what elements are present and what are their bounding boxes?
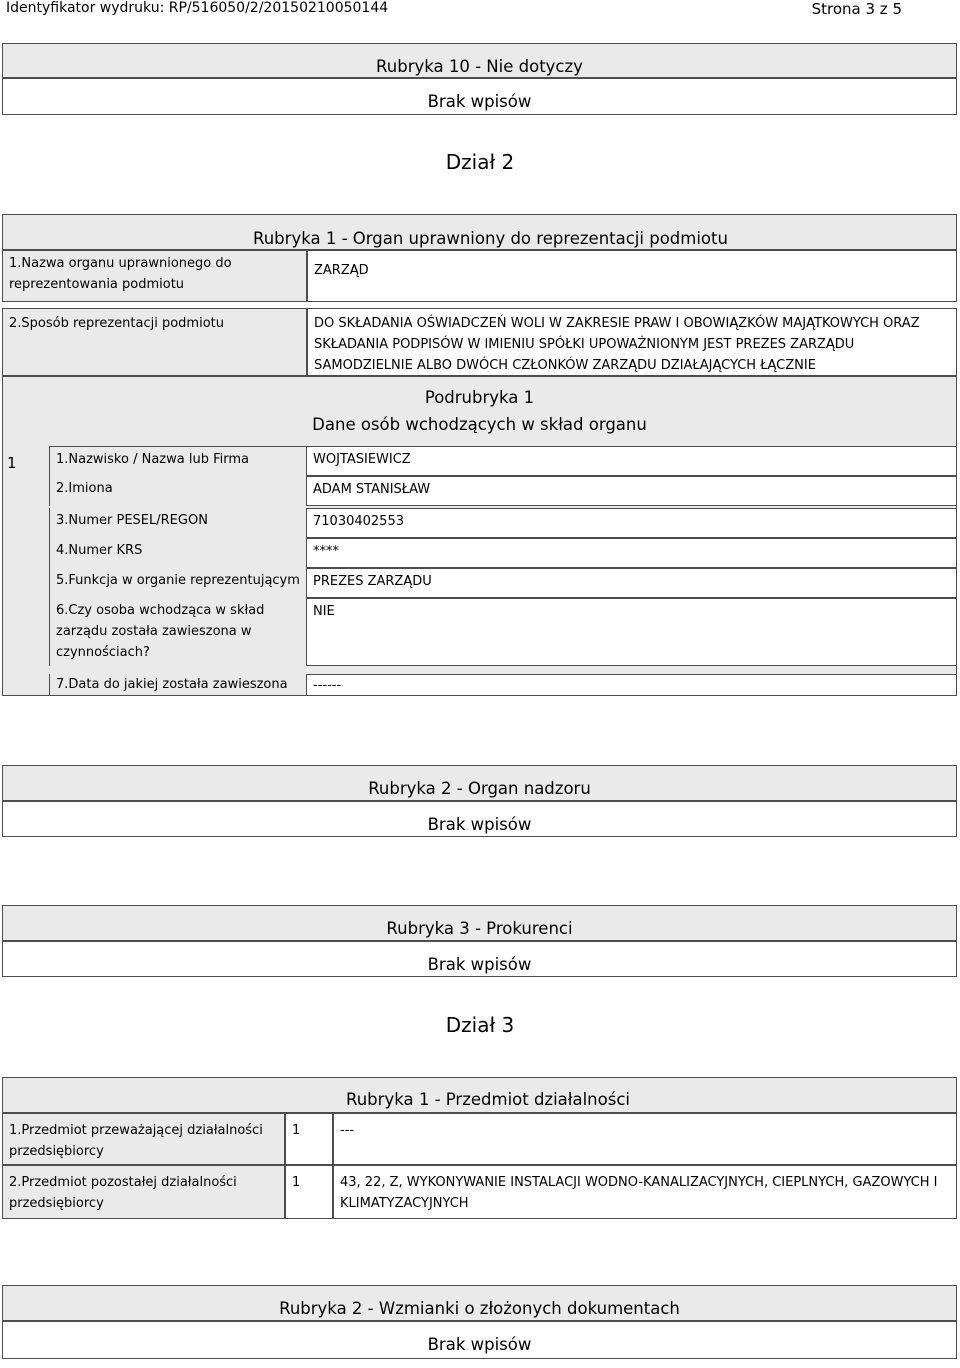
person-suspended-value: NIE (306, 598, 957, 666)
person-surname-value: WOJTASIEWICZ (306, 446, 957, 476)
main-activity-label: 1.Przedmiot przeważającej działalności przedsiębiorcy (2, 1113, 285, 1165)
organ-name-value: ZARZĄD (307, 250, 957, 302)
organ-name-label: 1.Nazwa organu uprawnionego do reprezentowania podmiotu (2, 250, 307, 302)
rubryka10-title: Rubryka 10 - Nie dotyczy (2, 43, 957, 78)
other-activity-value: 43, 22, Z, WYKONYWANIE INSTALACJI WODNO-KANALIZACYJNYCH, CIEPLNYCH, GAZOWYCH I KLIMATYZACYJNYCH (333, 1165, 957, 1219)
other-activity-number: 1 (285, 1165, 333, 1219)
podrubryka-title: Podrubryka 1 (424, 388, 535, 407)
main-activity-value: --- (333, 1113, 957, 1165)
main-activity-number: 1 (285, 1113, 333, 1165)
person-index: 1 (7, 454, 17, 472)
dzial2-rubryka3-empty: Brak wpisów (2, 941, 957, 977)
person-names-label: 2.Imiona (49, 476, 306, 506)
dzial3-rubryka1-title: Rubryka 1 - Przedmiot działalności (346, 1090, 630, 1109)
person-suspension-date-label: 7.Data do jakiej została zawieszona (49, 674, 306, 696)
print-identifier: Identyfikator wydruku: RP/516050/2/20150210050144 (6, 0, 389, 16)
person-surname-label: 1.Nazwisko / Nazwa lub Firma (49, 446, 306, 476)
dzial3-rubryka1-title-box (2, 1077, 957, 1113)
rubryka10-empty: Brak wpisów (2, 78, 957, 115)
podrubryka-subtitle: Dane osób wchodzących w skład organu (312, 415, 647, 434)
dzial3-rubryka2-empty: Brak wpisów (2, 1321, 957, 1359)
person-names-value: ADAM STANISŁAW (306, 476, 957, 506)
person-pesel-value: 71030402553 (306, 508, 957, 538)
person-suspension-date-value: ------ (306, 674, 957, 696)
person-function-label: 5.Funkcja w organie reprezentującym (49, 568, 306, 598)
dzial3-title: Dział 3 (445, 1013, 515, 1037)
page-number: Strona 3 z 5 (811, 0, 902, 18)
dzial2-rubryka2-title: Rubryka 2 - Organ nadzoru (2, 765, 957, 801)
dzial2-rubryka1-title: Rubryka 1 - Organ uprawniony do reprezentacji podmiotu (253, 229, 728, 248)
representation-value: DO SKŁADANIA OŚWIADCZEŃ WOLI W ZAKRESIE PRAW I OBOWIĄZKÓW MAJĄTKOWYCH ORAZ SKŁADANIA PODPISÓW W IMIENIU SPÓŁKI UPOWAŻNIONYM JEST PREZES ZARZĄDU SAMODZIELNIE ALBO DWÓCH CZŁONKÓW ZARZĄDU DZIAŁAJĄCYCH ŁĄCZNIE (307, 308, 957, 376)
person-krs-value: **** (306, 538, 957, 568)
other-activity-label: 2.Przedmiot pozostałej działalności przedsiębiorcy (2, 1165, 285, 1219)
dzial2-title: Dział 2 (445, 150, 515, 174)
dzial2-rubryka2-empty: Brak wpisów (2, 801, 957, 837)
person-pesel-label: 3.Numer PESEL/REGON (49, 508, 306, 538)
dzial3-rubryka2-title: Rubryka 2 - Wzmianki o złożonych dokumentach (2, 1285, 957, 1321)
representation-label: 2.Sposób reprezentacji podmiotu (2, 308, 307, 376)
person-function-value: PREZES ZARZĄDU (306, 568, 957, 598)
person-krs-label: 4.Numer KRS (49, 538, 306, 568)
dzial2-rubryka1-title-box (2, 214, 957, 250)
person-suspended-label: 6.Czy osoba wchodząca w skład zarządu została zawieszona w czynnościach? (49, 598, 306, 666)
dzial2-rubryka3-title: Rubryka 3 - Prokurenci (2, 905, 957, 941)
